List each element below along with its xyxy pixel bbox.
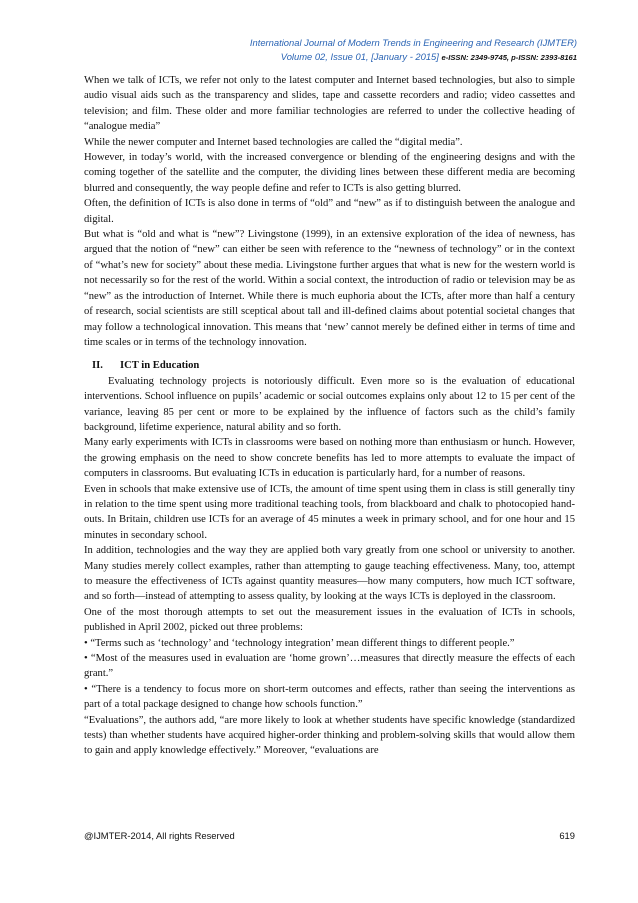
journal-title: International Journal of Modern Trends in Engineering and Research (IJMTER): [249, 37, 577, 48]
journal-volume-line: [250, 50, 577, 65]
page-footer: [84, 830, 575, 841]
footer-copyright: @IJMTER-2014, All rights Reserved: [84, 830, 235, 841]
paragraph: Often, the definition of ICTs is also done in terms of “old” and “new” as if to distinguish between the analogue and digital.: [84, 198, 575, 225]
paragraph: One of the most thorough attempts to set out the measurement issues in the evaluation of ICTs in schools, published in April 2002, picked out three problems:: [84, 606, 575, 634]
paragraph: In addition, technologies and the way they are applied both vary greatly from one school or university to another. Many studies merely collect examples, rather than attempting to gauge teaching effectiveness. Many, too, attempt to measure the effectiveness of ICTs against quantity measures—how many computers, how much ICT software, and so forth—instead of attempting to assess quality, by looking at the ways ICTs is deployed in the classroom.: [84, 545, 575, 603]
paragraph: Many early experiments with ICTs in classrooms were based on nothing more than enthusiasm or hunch. However, the growing emphasis on the need to show concrete benefits has led to more attempts to evaluate the impact of computers in classrooms. But evaluating ICTs in education is particularly hard, for a number of reasons.: [84, 437, 575, 480]
paragraph: When we talk of ICTs, we refer not only to the latest computer and Internet based technologies, but also to simple audio visual aids such as the transparency and slides, tape and cassette recorders and radio; video cassettes and television; and film. These older and more familiar technologies are referred to under the collective heading of “analogue media”: [84, 75, 575, 133]
paragraph: But what is “old and what is “new”? Livingstone (1999), in an extensive exploration of the idea of newness, has argued that the notion of “new” can either be seen with reference to the “newness of technology” or in the context of “what’s new for society” about these media. Livingstone further argues that what is new for the western world is not necessarily so for the rest of the world. Within a social context, the introduction of radio or television may be as “new” as the introduction of Internet. While there is much euphoria about the ICTs, after more than half a century of research, social scientists are still sceptical about tall and ill-defined claims about potential societal changes that may follow a technological innovation. This means that ‘new’ cannot merely be defined either in terms of time and time scales or in terms of the technology innovation.: [84, 229, 575, 348]
page-number: 619: [559, 830, 575, 841]
bullet-item: • “There is a tendency to focus more on short-term outcomes and effects, rather than seeing the interventions as part of a total package designed to change how schools function.”: [84, 683, 575, 711]
section-title: ICT in Education: [120, 360, 200, 372]
paragraph: Even in schools that make extensive use of ICTs, the amount of time spent using them in class is still generally tiny in relation to the time spent using more traditional teaching tools, from blackboard and chalk to photocopied hand-outs. In Britain, children use ICTs for an average of 45 minutes a week in primary school, and for one hour and 15 minutes in secondary school.: [84, 483, 575, 541]
journal-issn: e-ISSN: 2349-9745, p-ISSN: 2393-8161: [441, 53, 577, 62]
journal-volume: Volume 02, Issue 01, [January - 2015]: [280, 51, 439, 62]
section-number: II.: [92, 360, 103, 372]
section-heading: [84, 358, 575, 373]
paragraph: “Evaluations”, the authors add, “are more likely to look at whether students have specific knowledge (standardized tests) than whether students have acquired higher-order thinking and problem-solving skills that would allow them to gain and apply knowledge effectively.” Moreover, “evaluations are: [84, 714, 575, 757]
paragraph: However, in today’s world, with the increased convergence or blending of the engineering designs and with the coming together of the satellite and the computer, the dividing lines between these different media are becoming blurred and consequently, the way people define and refer to ICTs is also getting blurred.: [84, 152, 575, 194]
bullet-item: • “Most of the measures used in evaluation are ‘home grown’…measures that directly measure the effects of each grant.”: [84, 653, 575, 680]
page-body: [84, 73, 575, 759]
paragraph: While the newer computer and Internet based technologies are called the “digital media”.: [84, 136, 463, 148]
paragraph: Evaluating technology projects is notoriously difficult. Even more so is the evaluation of educational interventions. School influence on pupils’ academic or social outcomes explains only about 12 to 15 per cent of the variance, leaving 85 per cent or more to be explained by the influence of factors such as the child’s family background, lifetime experience, natural ability and so forth.: [84, 375, 575, 433]
bullet-item: • “Terms such as ‘technology’ and ‘technology integration’ mean different things to different people.”: [84, 637, 515, 649]
journal-header: [250, 36, 577, 65]
